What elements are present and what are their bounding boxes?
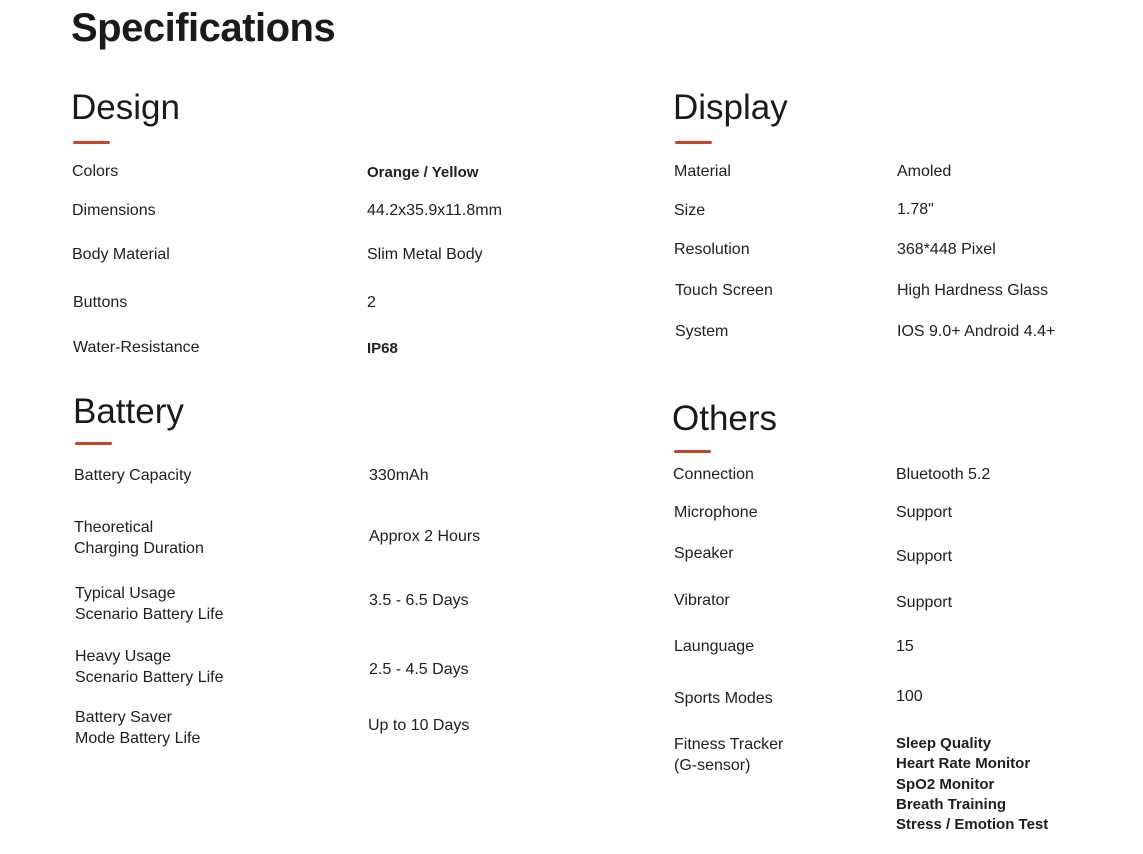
- others-value-microphone: Support: [896, 504, 953, 521]
- design-label-buttons: Buttons: [73, 294, 128, 311]
- design-label-colors: Colors: [72, 163, 119, 180]
- design-label-dimensions: Dimensions: [72, 202, 156, 219]
- list-item: Stress / Emotion Test: [896, 816, 1049, 834]
- battery-value-typical-usage: 3.5 - 6.5 Days: [369, 592, 469, 609]
- section-title-design: Design: [71, 88, 180, 127]
- list-item: SpO2 Monitor: [896, 775, 995, 793]
- list-item: Heart Rate Monitor: [896, 755, 1031, 773]
- list-item: Breath Training: [896, 795, 1007, 813]
- design-value-body-material: Slim Metal Body: [367, 246, 483, 263]
- others-label-microphone: Microphone: [674, 504, 758, 521]
- others-value-language: 15: [896, 638, 914, 655]
- page-title: Specifications: [71, 6, 336, 50]
- display-underline: [675, 141, 712, 144]
- battery-value-charging-duration: Approx 2 Hours: [369, 528, 481, 545]
- section-title-battery: Battery: [73, 392, 184, 431]
- others-label-language: Launguage: [674, 638, 755, 655]
- others-value-connection: Bluetooth 5.2: [896, 466, 991, 483]
- battery-label-charging-duration: Theoretical Charging Duration: [74, 519, 204, 557]
- others-underline: [674, 450, 711, 453]
- display-label-material: Material: [674, 163, 731, 180]
- display-label-resolution: Resolution: [674, 241, 750, 258]
- design-value-buttons: 2: [367, 294, 376, 311]
- others-value-sports-modes: 100: [896, 688, 923, 705]
- others-label-connection: Connection: [673, 466, 754, 483]
- battery-value-capacity: 330mAh: [369, 467, 429, 484]
- design-value-dimensions: 44.2x35.9x11.8mm: [367, 202, 502, 219]
- display-value-size: 1.78": [897, 201, 934, 218]
- section-title-display: Display: [673, 88, 788, 127]
- battery-label-typical-usage: Typical Usage Scenario Battery Life: [75, 585, 224, 623]
- battery-value-saver-mode: Up to 10 Days: [368, 717, 470, 734]
- design-underline: [73, 141, 110, 144]
- battery-label-capacity: Battery Capacity: [74, 467, 192, 484]
- design-value-colors: Orange / Yellow: [367, 164, 479, 181]
- others-label-fitness-tracker: Fitness Tracker (G-sensor): [674, 736, 784, 774]
- battery-underline: [75, 442, 112, 445]
- battery-label-heavy-usage: Heavy Usage Scenario Battery Life: [75, 648, 224, 686]
- display-value-touch-screen: High Hardness Glass: [897, 282, 1049, 299]
- battery-label-saver-mode: Battery Saver Mode Battery Life: [75, 709, 201, 747]
- others-value-vibrator: Support: [896, 594, 953, 611]
- list-item: Sleep Quality: [896, 735, 992, 752]
- design-label-water-resistance: Water-Resistance: [73, 339, 200, 356]
- design-value-water-resistance: IP68: [367, 340, 398, 357]
- section-title-others: Others: [672, 399, 778, 438]
- others-label-speaker: Speaker: [674, 545, 734, 562]
- fitness-tracker-feature-list: [896, 734, 1048, 835]
- others-label-vibrator: Vibrator: [674, 592, 730, 609]
- others-label-sports-modes: Sports Modes: [674, 690, 773, 707]
- display-label-touch-screen: Touch Screen: [675, 282, 773, 299]
- display-value-system: IOS 9.0+ Android 4.4+: [897, 323, 1056, 340]
- design-label-body-material: Body Material: [72, 246, 170, 263]
- display-value-material: Amoled: [897, 163, 952, 180]
- battery-value-heavy-usage: 2.5 - 4.5 Days: [369, 661, 469, 678]
- display-label-system: System: [675, 323, 729, 340]
- display-value-resolution: 368*448 Pixel: [897, 241, 996, 258]
- display-label-size: Size: [674, 202, 706, 219]
- others-value-speaker: Support: [896, 548, 953, 565]
